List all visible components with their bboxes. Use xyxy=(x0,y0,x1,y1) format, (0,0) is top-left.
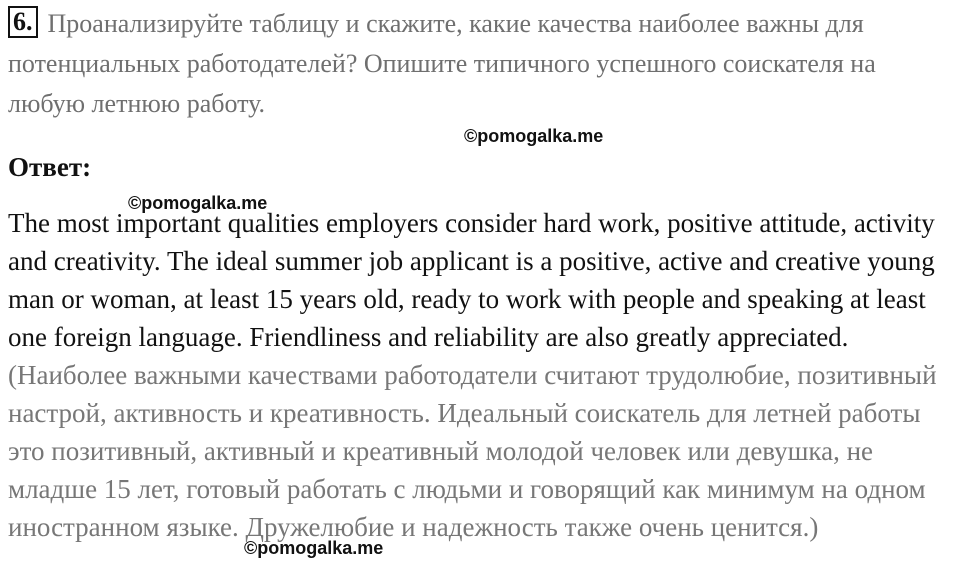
answer-english: The most important qualities employers consider hard work, positive attitude, activity and creativity. The ideal summer job applicant is a positive, active and creative young man or woman, at least 15 years old, ready to work with people and speaking at least one foreign language. Friendliness and reliability are also greatly appreciated. xyxy=(8,208,935,352)
answer-text xyxy=(8,204,953,546)
task-text: Проанализируйте таблицу и скажите, какие качества наиболее важны для потенциальных работодателей? Опишите типичного успешного соискателя на любую летнюю работу. xyxy=(8,9,876,118)
task-prompt xyxy=(8,4,948,124)
task-number: 6. xyxy=(8,6,38,38)
watermark: ©pomogalka.me xyxy=(464,126,604,146)
watermark: ©pomogalka.me xyxy=(128,193,268,213)
watermark: ©pomogalka.me xyxy=(244,538,384,558)
answer-russian-translation: (Наиболее важными качествами работодатели считают трудолюбие, позитивный настрой, активность и креативность. Идеальный соискатель для летней работы это позитивный, активный и креативный молодой человек или девушка, не младше 15 лет, готовый работать с людьми и говорящий как минимум на одном иностранном языке. Дружелюбие и надежность также очень ценится.) xyxy=(8,360,937,542)
answer-heading: Ответ: xyxy=(8,152,92,182)
